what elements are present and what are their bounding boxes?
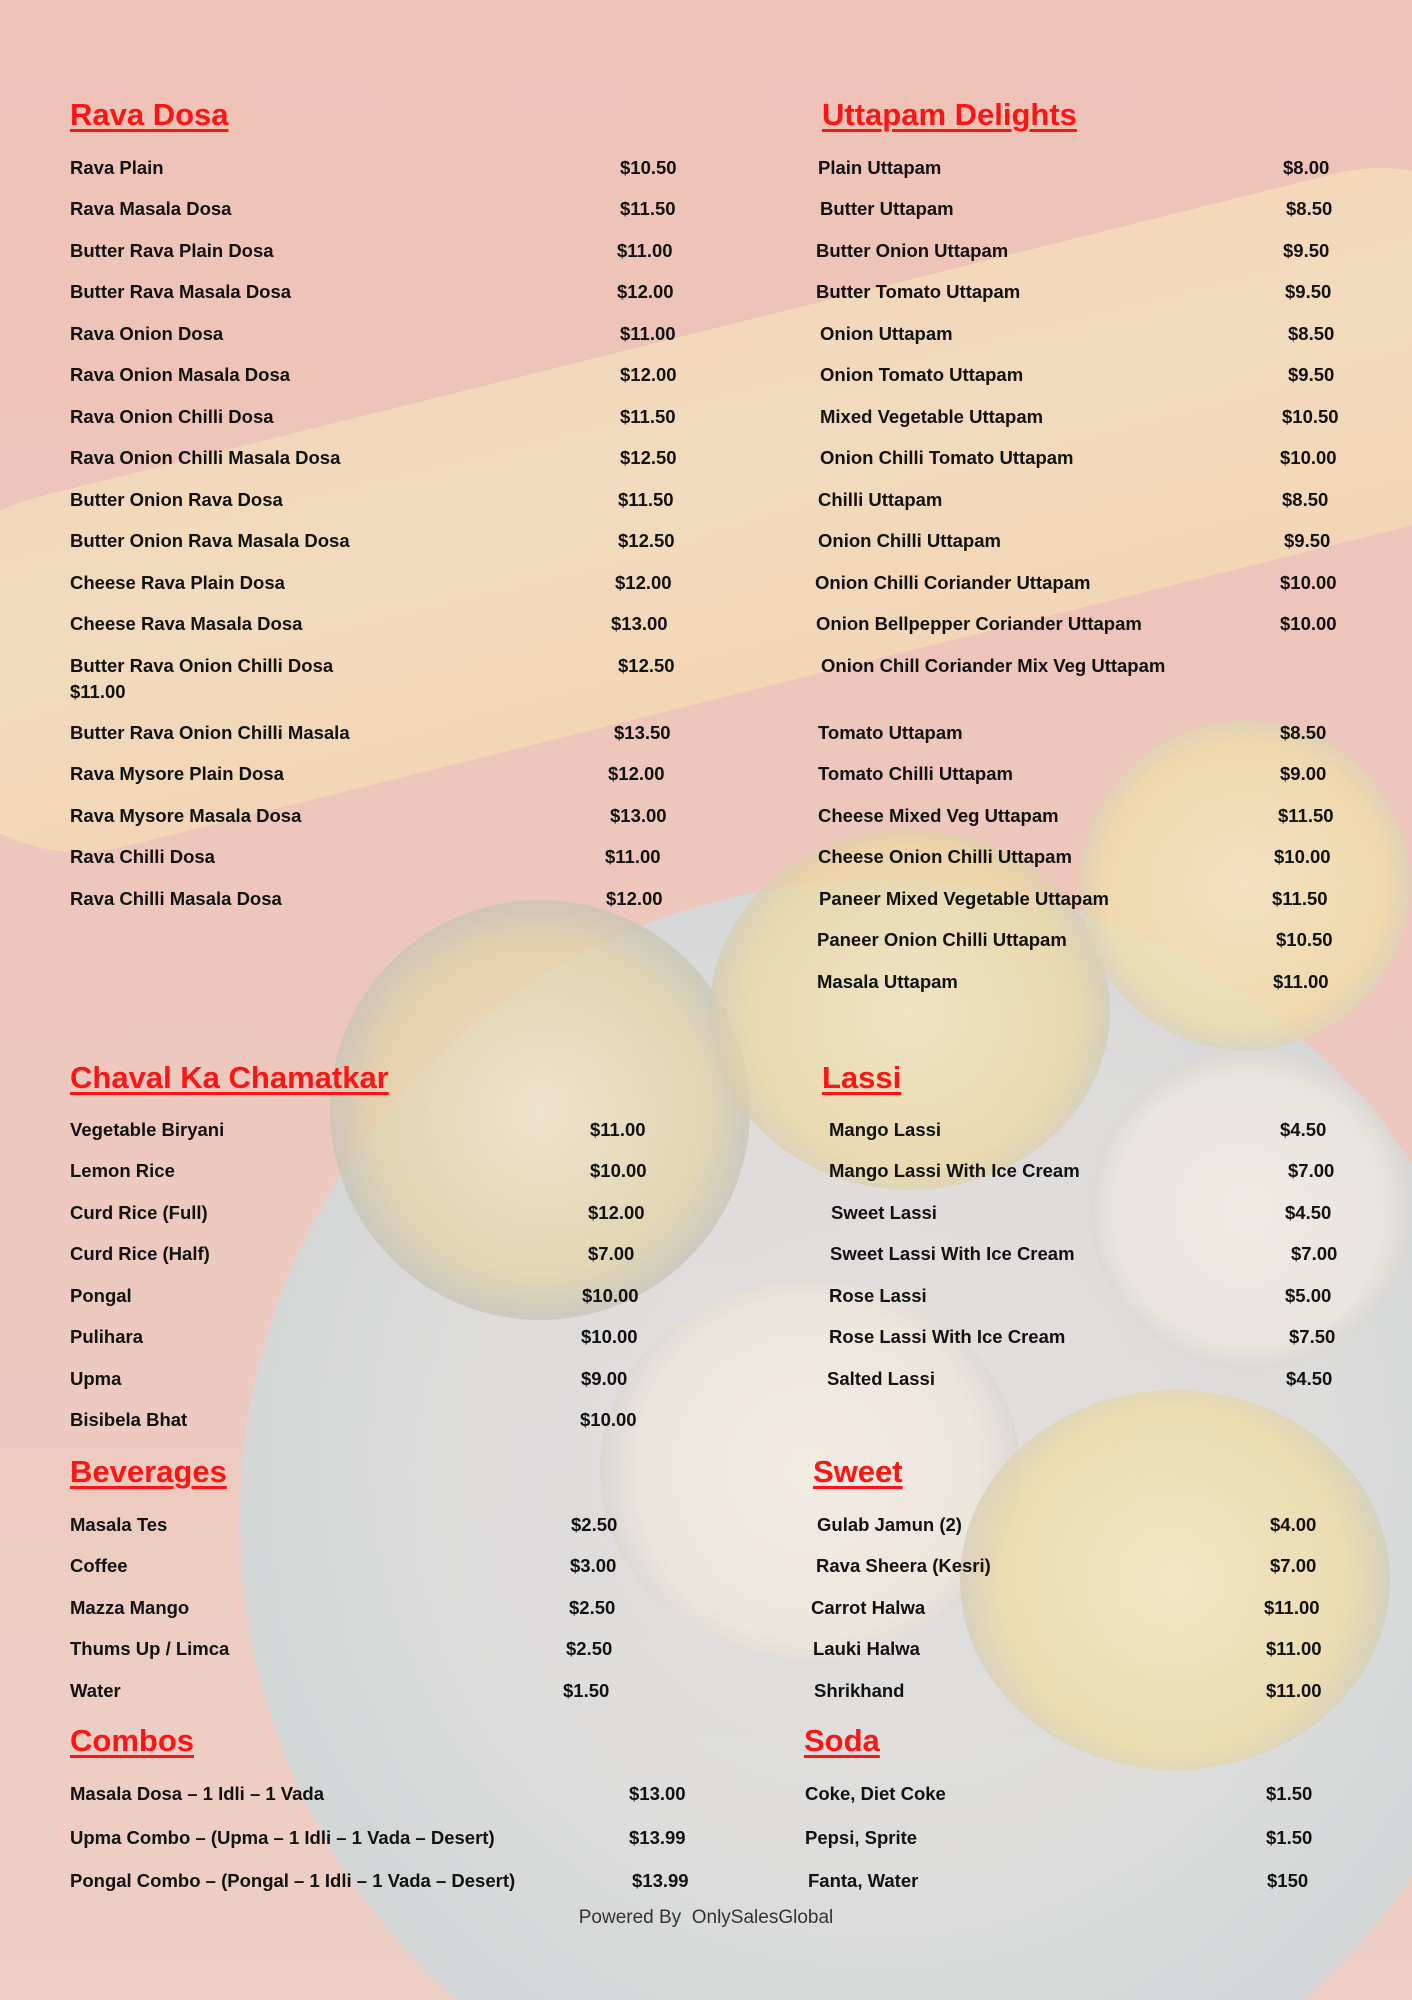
menu-item-price: $9.50 bbox=[1284, 530, 1331, 551]
menu-item-price: $10.50 bbox=[1276, 929, 1333, 950]
menu-item-name: Rava Onion Masala Dosa bbox=[70, 364, 291, 385]
menu-item-name: Mixed Vegetable Uttapam bbox=[820, 406, 1044, 427]
menu-item-price: $8.00 bbox=[1283, 157, 1330, 178]
menu-item-price: $12.50 bbox=[618, 655, 675, 676]
menu-item-name: Lemon Rice bbox=[70, 1160, 175, 1181]
menu-item-price: $4.50 bbox=[1286, 1368, 1333, 1389]
menu-item-price: $10.00 bbox=[1274, 846, 1331, 867]
menu-item-name: Masala Uttapam bbox=[817, 971, 958, 992]
menu-item-name: Lauki Halwa bbox=[813, 1638, 920, 1659]
menu-item-price: $12.00 bbox=[620, 364, 677, 385]
menu-item-price: $7.00 bbox=[1291, 1243, 1338, 1264]
menu-item-name: Onion Chilli Coriander Uttapam bbox=[815, 572, 1091, 593]
menu-item-price: $11.00 bbox=[605, 846, 661, 867]
menu-item-name: Paneer Mixed Vegetable Uttapam bbox=[819, 888, 1109, 909]
menu-item-name: Pongal bbox=[70, 1285, 132, 1306]
menu-item-name: Onion Bellpepper Coriander Uttapam bbox=[816, 613, 1142, 634]
menu-item-price: $2.50 bbox=[569, 1597, 616, 1618]
menu-item-price: $13.00 bbox=[610, 805, 667, 826]
menu-item-price: $8.50 bbox=[1286, 198, 1333, 219]
menu-item-name: Sweet Lassi bbox=[831, 1202, 937, 1223]
menu-item-price: $11.00 bbox=[590, 1119, 646, 1140]
menu-item-name: Cheese Rava Plain Dosa bbox=[70, 572, 285, 593]
menu-item-name: Rava Onion Chilli Masala Dosa bbox=[70, 447, 341, 468]
menu-item-price: $13.50 bbox=[614, 722, 671, 743]
menu-item-name: Vegetable Biryani bbox=[70, 1119, 225, 1140]
menu-item-price: $9.50 bbox=[1283, 240, 1330, 261]
section-title-lassi: Lassi bbox=[822, 1060, 902, 1095]
menu-item-price: $11.00 bbox=[1266, 1638, 1322, 1659]
menu-item-price: $9.00 bbox=[1280, 763, 1327, 784]
menu-item-name: Curd Rice (Half) bbox=[70, 1243, 210, 1264]
menu-item-price: $11.50 bbox=[620, 198, 676, 219]
menu-item-name: Rava Sheera (Kesri) bbox=[816, 1555, 991, 1576]
menu-item-name: Butter Onion Uttapam bbox=[816, 240, 1009, 261]
menu-item-name: Mango Lassi bbox=[829, 1119, 942, 1140]
menu-item-extra-price: $11.00 bbox=[70, 681, 126, 702]
menu-item-name: Butter Rava Plain Dosa bbox=[70, 240, 274, 261]
menu-item-name: Upma Combo – (Upma – 1 Idli – 1 Vada – Desert) bbox=[70, 1827, 495, 1848]
menu-item-price: $12.00 bbox=[617, 281, 674, 302]
section-title-chaval: Chaval Ka Chamatkar bbox=[70, 1060, 389, 1095]
menu-item-name: Pulihara bbox=[70, 1326, 143, 1347]
menu-item-price: $12.00 bbox=[588, 1202, 645, 1223]
menu-item-name: Onion Chill Coriander Mix Veg Uttapam bbox=[821, 655, 1166, 676]
menu-item-name: Onion Uttapam bbox=[820, 323, 953, 344]
section-title-combos: Combos bbox=[70, 1723, 194, 1758]
menu-item-price: $10.00 bbox=[1280, 613, 1337, 634]
menu-item-name: Cheese Onion Chilli Uttapam bbox=[818, 846, 1072, 867]
menu-item-name: Tomato Chilli Uttapam bbox=[818, 763, 1013, 784]
menu-item-name: Rava Chilli Masala Dosa bbox=[70, 888, 282, 909]
menu-item-name: Butter Rava Onion Chilli Dosa bbox=[70, 655, 334, 676]
menu-item-name: Shrikhand bbox=[814, 1680, 905, 1701]
menu-item-name: Tomato Uttapam bbox=[818, 722, 963, 743]
menu-item-price: $9.00 bbox=[581, 1368, 628, 1389]
menu-item-price: $13.00 bbox=[611, 613, 668, 634]
menu-item-name: Salted Lassi bbox=[827, 1368, 935, 1389]
menu-item-price: $12.50 bbox=[618, 530, 675, 551]
menu-item-price: $13.99 bbox=[629, 1827, 686, 1848]
section-title-sweet: Sweet bbox=[813, 1454, 903, 1489]
menu-item-price: $9.50 bbox=[1288, 364, 1335, 385]
menu-item-price: $10.00 bbox=[581, 1326, 638, 1347]
menu-item-name: Mazza Mango bbox=[70, 1597, 190, 1618]
menu-item-name: Pongal Combo – (Pongal – 1 Idli – 1 Vada – Desert) bbox=[70, 1870, 516, 1891]
menu-item-price: $7.00 bbox=[1288, 1160, 1335, 1181]
menu-item-price: $11.00 bbox=[1273, 971, 1329, 992]
menu-item-price: $1.50 bbox=[563, 1680, 610, 1701]
menu-item-price: $7.00 bbox=[588, 1243, 635, 1264]
menu-item-price: $5.00 bbox=[1285, 1285, 1332, 1306]
menu-item-price: $12.00 bbox=[606, 888, 663, 909]
menu-item-name: Rava Masala Dosa bbox=[70, 198, 232, 219]
menu-item-name: Rava Onion Chilli Dosa bbox=[70, 406, 274, 427]
menu-item-price: $8.50 bbox=[1280, 722, 1327, 743]
menu-item-price: $8.50 bbox=[1282, 489, 1329, 510]
menu-item-price: $9.50 bbox=[1285, 281, 1332, 302]
menu-item-price: $13.00 bbox=[629, 1783, 686, 1804]
menu-item-price: $1.50 bbox=[1266, 1827, 1313, 1848]
menu-item-price: $8.50 bbox=[1288, 323, 1335, 344]
menu-item-name: Rava Onion Dosa bbox=[70, 323, 224, 344]
menu-item-price: $4.50 bbox=[1285, 1202, 1332, 1223]
menu-item-name: Butter Onion Rava Masala Dosa bbox=[70, 530, 350, 551]
menu-item-price: $10.00 bbox=[582, 1285, 639, 1306]
menu-item-name: Chilli Uttapam bbox=[818, 489, 943, 510]
menu-item-price: $11.00 bbox=[1264, 1597, 1320, 1618]
menu-item-name: Sweet Lassi With Ice Cream bbox=[830, 1243, 1075, 1264]
menu-item-price: $11.00 bbox=[1266, 1680, 1322, 1701]
menu-item-name: Cheese Mixed Veg Uttapam bbox=[818, 805, 1059, 826]
menu-item-price: $150 bbox=[1267, 1870, 1309, 1891]
menu-item-price: $2.50 bbox=[566, 1638, 613, 1659]
menu-item-name: Butter Tomato Uttapam bbox=[816, 281, 1021, 302]
menu-item-name: Onion Chilli Uttapam bbox=[818, 530, 1001, 551]
menu-item-price: $7.00 bbox=[1270, 1555, 1317, 1576]
menu-item-name: Gulab Jamun (2) bbox=[817, 1514, 962, 1535]
menu-item-name: Butter Onion Rava Dosa bbox=[70, 489, 283, 510]
menu-item-name: Carrot Halwa bbox=[811, 1597, 926, 1618]
footer-powered-by: Powered By OnlySalesGlobal bbox=[578, 1907, 834, 1928]
menu-item-name: Rava Plain bbox=[70, 157, 164, 178]
menu-item-price: $12.50 bbox=[620, 447, 677, 468]
menu-item-name: Bisibela Bhat bbox=[70, 1409, 188, 1430]
menu-item-name: Rava Chilli Dosa bbox=[70, 846, 215, 867]
menu-item-name: Onion Tomato Uttapam bbox=[820, 364, 1024, 385]
menu-item-name: Paneer Onion Chilli Uttapam bbox=[817, 929, 1067, 950]
menu-item-price: $12.00 bbox=[608, 763, 665, 784]
menu-item-price: $10.00 bbox=[1280, 572, 1337, 593]
menu-item-price: $4.50 bbox=[1280, 1119, 1327, 1140]
menu-item-name: Curd Rice (Full) bbox=[70, 1202, 208, 1223]
section-title-rava-dosa: Rava Dosa bbox=[70, 97, 229, 132]
menu-item-name: Plain Uttapam bbox=[818, 157, 942, 178]
menu-item-price: $7.50 bbox=[1289, 1326, 1336, 1347]
section-title-soda: Soda bbox=[804, 1723, 880, 1758]
menu-item-price: $12.00 bbox=[615, 572, 672, 593]
menu-item-price: $3.00 bbox=[570, 1555, 617, 1576]
menu-item-name: Masala Tes bbox=[70, 1514, 168, 1535]
section-title-uttapam: Uttapam Delights bbox=[822, 97, 1077, 132]
menu-item-price: $2.50 bbox=[571, 1514, 618, 1535]
menu-item-price: $11.50 bbox=[620, 406, 676, 427]
menu-item-name: Rose Lassi With Ice Cream bbox=[829, 1326, 1066, 1347]
menu-item-price: $10.00 bbox=[590, 1160, 647, 1181]
menu-item-name: Masala Dosa – 1 Idli – 1 Vada bbox=[70, 1783, 324, 1804]
menu-item-name: Rava Mysore Plain Dosa bbox=[70, 763, 284, 784]
menu-item-price: $11.50 bbox=[1272, 888, 1328, 909]
menu-item-name: Thums Up / Limca bbox=[70, 1638, 230, 1659]
menu-item-name: Upma bbox=[70, 1368, 122, 1389]
menu-item-price: $10.50 bbox=[1282, 406, 1339, 427]
menu-item-price: $10.00 bbox=[1280, 447, 1337, 468]
menu-item-price: $1.50 bbox=[1266, 1783, 1313, 1804]
menu-item-price: $13.99 bbox=[632, 1870, 689, 1891]
menu-item-name: Butter Uttapam bbox=[820, 198, 954, 219]
menu-item-name: Onion Chilli Tomato Uttapam bbox=[820, 447, 1074, 468]
menu-item-price: $10.00 bbox=[580, 1409, 637, 1430]
menu-item-name: Coke, Diet Coke bbox=[805, 1783, 946, 1804]
menu-item-name: Butter Rava Masala Dosa bbox=[70, 281, 292, 302]
menu-item-name: Butter Rava Onion Chilli Masala bbox=[70, 722, 350, 743]
menu-item-name: Fanta, Water bbox=[808, 1870, 919, 1891]
menu-item-name: Rava Mysore Masala Dosa bbox=[70, 805, 302, 826]
menu-item-price: $10.50 bbox=[620, 157, 677, 178]
menu-item-name: Rose Lassi bbox=[829, 1285, 927, 1306]
menu-item-price: $11.00 bbox=[620, 323, 676, 344]
menu-item-name: Mango Lassi With Ice Cream bbox=[829, 1160, 1080, 1181]
menu-item-price: $11.50 bbox=[1278, 805, 1334, 826]
menu-item-price: $11.50 bbox=[618, 489, 674, 510]
menu-item-name: Coffee bbox=[70, 1555, 128, 1576]
menu-item-name: Pepsi, Sprite bbox=[805, 1827, 918, 1848]
section-title-beverages: Beverages bbox=[70, 1454, 227, 1489]
menu-item-name: Cheese Rava Masala Dosa bbox=[70, 613, 303, 634]
menu-item-price: $4.00 bbox=[1270, 1514, 1317, 1535]
menu-item-price: $11.00 bbox=[617, 240, 673, 261]
menu-item-name: Water bbox=[70, 1680, 121, 1701]
